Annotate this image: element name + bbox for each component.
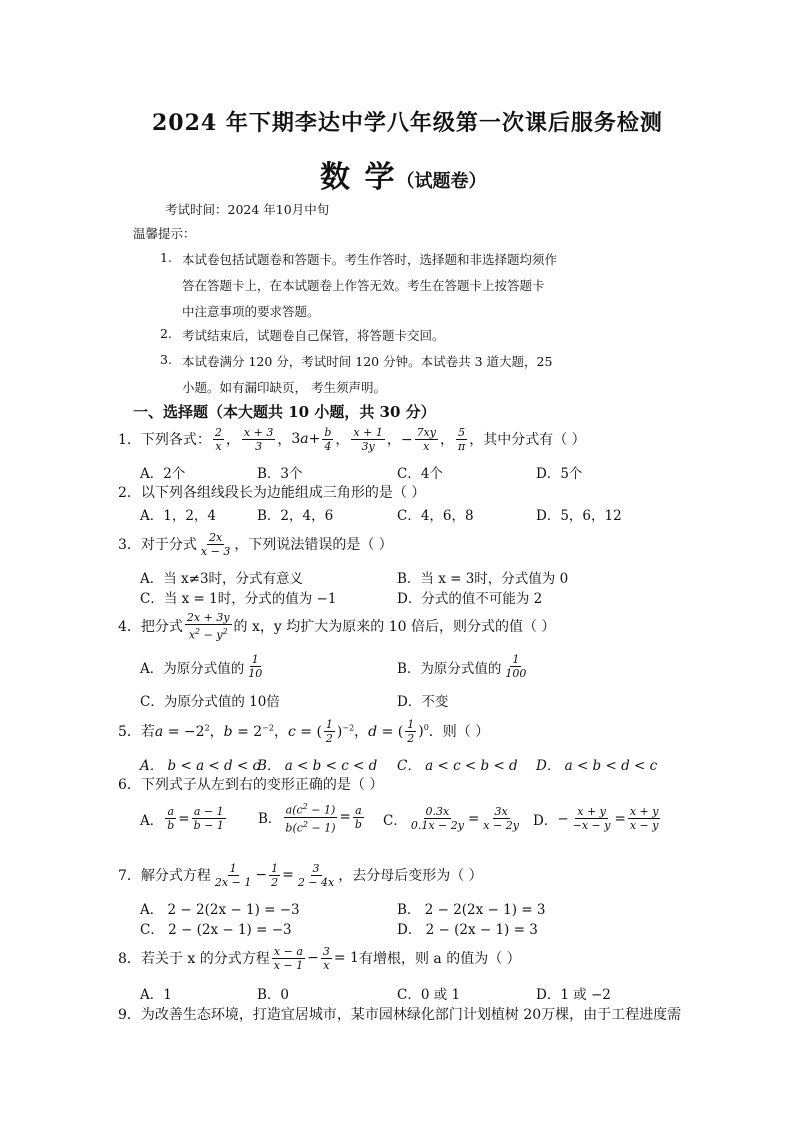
- q2-option-b: B．2，4，6: [257, 508, 334, 524]
- q6-option-c: C． $\frac{0.3x}{0.1x - 2y}$ = $\frac{3x}{x - 2y}$: [383, 805, 519, 832]
- subject-heading: [320, 152, 486, 196]
- q4-option-c: C．为原分式值的 10倍: [140, 694, 280, 710]
- question-5: 5．若 $a = -2^2$，$b = 2^{-2}$，c = ( $\frac{1}{2}$ )$^{-2}$，d = ( $\frac{1}{2}$ )$^0$ ．则（ ）: [118, 717, 490, 745]
- question-9: 9．为改善生态环境，打造宜居城市，某市园林绿化部门计划植树 20万棵，由于工程进度需: [118, 1007, 682, 1023]
- q6-option-b: B． $\frac{a(c^2 - 1)}{b(c^2 - 1)}$ = $\frac{a}{b}$: [258, 802, 362, 835]
- q6-option-d: D． − $\frac{x + y}{-x - y}$ = $\frac{x + y}{x - y}$: [533, 805, 659, 832]
- section-heading: 一、选择题（本大题共 10 小题，共 30 分）: [133, 403, 436, 421]
- q8-option-d: D．1 或 −2: [536, 987, 611, 1003]
- notice-num-3: 3.: [160, 352, 172, 367]
- q1-frac-5: $\frac{7xy}{x}$: [416, 425, 436, 453]
- notice-line: 中注意事项的要求答题。: [182, 304, 320, 319]
- q1-frac-1: $\frac{2}{x}$: [214, 425, 222, 453]
- q4-prefix: 4．把分式: [118, 619, 183, 635]
- q4-suffix: 的 x，y 均扩大为原来的 10 倍后，则分式的值（ ）: [233, 619, 556, 635]
- q1-frac-3: $\frac{b}{4}$: [324, 425, 332, 453]
- notice-label: 温馨提示：: [133, 226, 196, 241]
- q5-option-a: A． b < a < d < c: [140, 758, 261, 774]
- question-2: 2．以下列各组线段长为边能组成三角形的是（ ）: [118, 485, 426, 501]
- q7-prefix: 7．解分式方程: [118, 868, 211, 884]
- exam-time: 考试时间：2024 年10月中旬: [165, 202, 330, 217]
- question-4: [118, 608, 555, 644]
- notice-line: 本试卷包括试题卷和答题卡。考生作答时，选择题和非选择题均须作: [182, 252, 558, 267]
- q8-option-a: A．1: [140, 987, 172, 1003]
- q1-suffix: ，其中分式有（ ）: [469, 432, 586, 448]
- q6-option-a: A． $\frac{a}{b}$ = $\frac{a - 1}{b - 1}$: [140, 805, 224, 832]
- q1-option-b: B．3个: [257, 466, 303, 482]
- q7-option-c: C． 2 − (2x − 1) = −3: [140, 922, 292, 938]
- subject-subtitle: （试题卷）: [396, 171, 487, 192]
- question-3: [118, 526, 393, 562]
- q1-frac-4: $\frac{x + 1}{3y}$: [353, 425, 383, 453]
- question-7: 7．解分式方程 $\frac{1}{2x - 1}$ − $\frac{1}{2}$ = $\frac{3}{2 - 4x}$ ，去分母后变形为（ ）: [118, 861, 483, 889]
- q7-option-b: B． 2 − 2(2x − 1) = 3: [397, 902, 546, 918]
- q2-option-d: D．5，6，12: [536, 508, 622, 524]
- q1-option-a: A．2个: [140, 466, 186, 482]
- notice-num-1: 1.: [160, 250, 172, 265]
- q5-prefix: 5．若: [118, 724, 155, 740]
- q3-suffix: ，下列说法错误的是（ ）: [234, 537, 393, 553]
- q8-option-c: C．0 或 1: [397, 987, 461, 1003]
- q7-suffix: ，去分母后变形为（ ）: [338, 868, 483, 884]
- notice-line: 本试卷满分 120 分，考试时间 120 分钟。本试卷共 3 道大题，25: [182, 354, 553, 369]
- q7-option-d: D． 2 − (2x − 1) = 3: [397, 922, 538, 938]
- q2-option-c: C．4，6，8: [397, 508, 474, 524]
- question-6: 6．下列式子从左到右的变形正确的是（ ）: [118, 777, 384, 793]
- q1-option-d: D．5个: [536, 466, 583, 482]
- q8-prefix: 8．若关于 x 的分式方程: [118, 951, 270, 967]
- q5-suffix: ．则（ ）: [428, 724, 490, 740]
- q3-prefix: 3．对于分式: [118, 537, 197, 553]
- q7-option-a: A． 2 − 2(2x − 1) = −3: [140, 902, 300, 918]
- q1-frac-2: $\frac{x + 3}{3}$: [243, 425, 274, 453]
- q1-option-c: C．4个: [397, 466, 443, 482]
- q1-prefix: 1．下列各式：: [118, 432, 211, 448]
- notice-line: 考试结束后，试题卷自己保管，将答题卡交回。: [182, 328, 445, 343]
- question-1: 1．下列各式： $\frac{2}{x}$ ， $\frac{x + 3}{3}$ ， 3a+ $\frac{b}{4}$ ， $\frac{x + 1}{3y}$ ，− $\frac{7xy}{x}$ ， $\frac{5}{\pi}$ ，其中分式有（ ）: [118, 425, 586, 453]
- q4-option-d: D．不变: [397, 694, 449, 710]
- q8-option-b: B．0: [257, 987, 290, 1003]
- q4-frac: $\frac{2x + 3y}{x^2 - y^2}$: [186, 610, 230, 642]
- question-8: 8．若关于 x 的分式方程 $\frac{x - a}{x - 1}$ − $\frac{3}{x}$ = 1 有增根，则 a 的值为（ ）: [118, 944, 521, 972]
- q3-frac: $\frac{2x}{x - 3}$: [200, 530, 231, 558]
- q5-option-c: C． a < c < b < d: [397, 758, 518, 774]
- subject-title: 数 学: [320, 160, 397, 195]
- q4-option-b: B．为原分式值的 $\frac{1}{100}$: [397, 653, 527, 680]
- q3-option-b: B．当 x = 3时，分式值为 0: [397, 571, 569, 587]
- q4-option-a: A．为原分式值的 $\frac{1}{10}$: [140, 653, 263, 680]
- notice-line: 答在答题卡上，在本试题卷上作答无效。考生在答题卡上按答题卡: [182, 278, 545, 293]
- q3-option-a: A．当 x≠3时，分式有意义: [140, 571, 304, 587]
- q3-option-c: C．当 x = 1时，分式的值为 −1: [140, 591, 337, 607]
- q2-option-a: A．1，2，4: [140, 508, 217, 524]
- q5-option-d: D． a < b < d < c: [536, 758, 658, 774]
- notice-line: 小题。如有漏印缺页， 考生须声明。: [182, 380, 386, 395]
- q3-option-d: D．分式的值不可能为 2: [397, 591, 543, 607]
- q1-frac-6: $\frac{5}{\pi}$: [457, 425, 466, 453]
- page-title: 2024 年下期李达中学八年级第一次课后服务检测: [152, 110, 663, 136]
- notice-num-2: 2.: [160, 326, 172, 341]
- q8-suffix: 有增根，则 a 的值为（ ）: [358, 951, 521, 967]
- q5-option-b: B． a < b < c < d: [257, 758, 378, 774]
